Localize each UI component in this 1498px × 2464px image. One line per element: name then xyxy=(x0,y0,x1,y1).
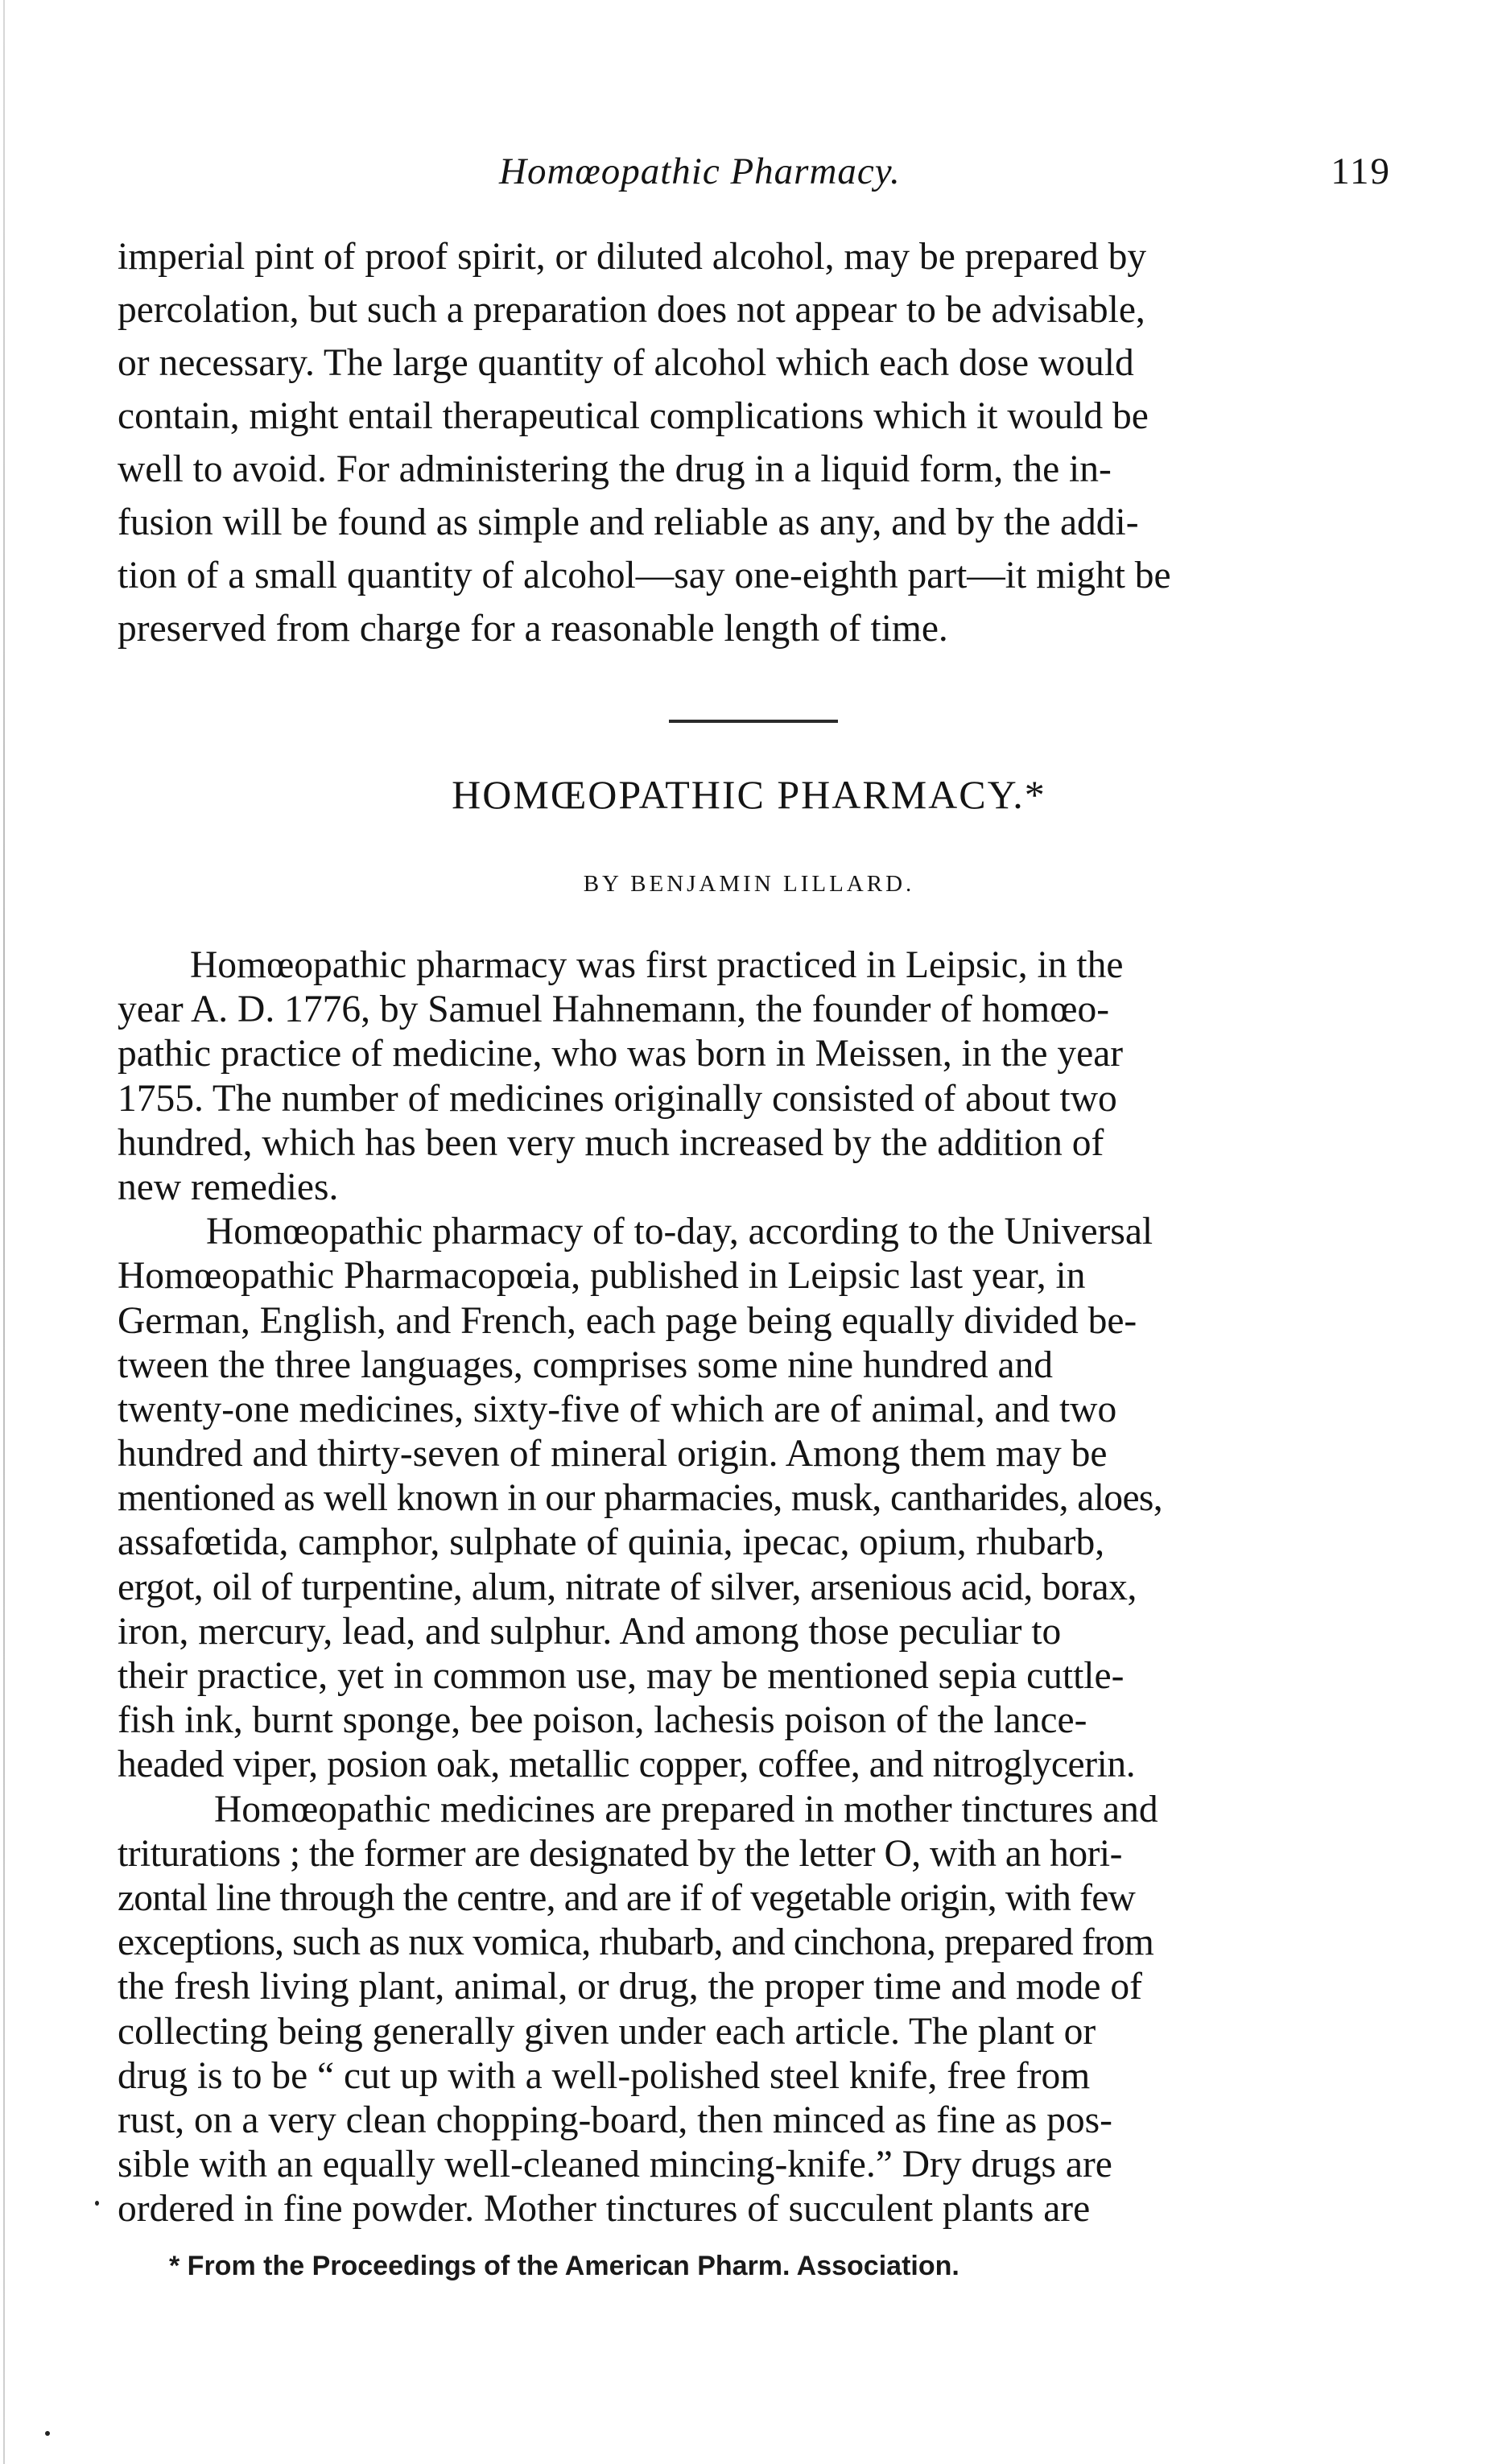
text-line: Homœopathic Pharmacopœia, published in Leipsic last year, in xyxy=(118,1255,1086,1298)
top-paragraph xyxy=(118,230,1405,655)
page-number: 119 xyxy=(1331,151,1391,192)
text-line: new remedies. xyxy=(118,1166,339,1208)
text-line: zontal line through the centre, and are if of vegetable origin, with few xyxy=(118,1876,1135,1919)
text-line: drug is to be “ cut up with a well-polished steel knife, free from xyxy=(118,2054,1091,2097)
text-line: hundred and thirty-seven of mineral origin. Among them may be xyxy=(118,1433,1108,1476)
text-line: contain, might entail therapeutical complications which it would be xyxy=(118,395,1149,437)
paragraph-first-line: Homœopathic pharmacy of to-day, according to the Universal xyxy=(206,1211,1153,1253)
text-line: rust, on a very clean chopping-board, then minced as fine as pos- xyxy=(118,2099,1112,2141)
text-line: exceptions, such as nux vomica, rhubarb, and cinchona, prepared from xyxy=(118,1921,1154,1964)
text-line: sible with an equally well-cleaned mincing-knife.” Dry drugs are xyxy=(118,2144,1112,2186)
text-line: hundred, which has been very much increased by the addition of xyxy=(118,1121,1104,1164)
text-line: percolation, but such a preparation does not appear to be advisable, xyxy=(118,289,1145,331)
text-line: ordered in fine powder. Mother tinctures of succulent plants are xyxy=(118,2188,1091,2231)
article-body xyxy=(118,943,1405,2231)
text-line: mentioned as well known in our pharmacies, musk, cantharides, aloes, xyxy=(118,1477,1163,1520)
text-line: ergot, oil of turpentine, alum, nitrate of silver, arsenious acid, borax, xyxy=(118,1566,1137,1608)
text-line: tion of a small quantity of alcohol—say one-eighth part—it might be xyxy=(118,555,1171,596)
text-line: pathic practice of medicine, who was born in Meissen, in the year xyxy=(118,1033,1124,1075)
text-line: 1755. The number of medicines originally consisted of about two xyxy=(118,1077,1117,1120)
text-line: year A. D. 1776, by Samuel Hahnemann, the founder of homœo- xyxy=(118,988,1110,1031)
text-line: or necessary. The large quantity of alcohol which each dose would xyxy=(118,342,1134,384)
text-line: triturations ; the former are designated by the letter O, with an hori- xyxy=(118,1832,1122,1875)
text-line: tween the three languages, comprises some nine hundred and xyxy=(118,1343,1054,1386)
text-line: assafœtida, camphor, sulphate of quinia, ipecac, opium, rhubarb, xyxy=(118,1521,1105,1564)
text-line: German, English, and French, each page being equally divided be- xyxy=(118,1299,1137,1342)
text-line: fusion will be found as simple and reliable as any, and by the addi- xyxy=(118,501,1139,543)
footnote: * From the Proceedings of the American Pharm. Association. xyxy=(169,2251,959,2281)
text-line: collecting being generally given under each article. The plant or xyxy=(118,2010,1096,2053)
text-line: their practice, yet in common use, may be mentioned sepia cuttle- xyxy=(118,1655,1125,1697)
running-title: Homœopathic Pharmacy. xyxy=(499,151,901,192)
text-line: twenty-one medicines, sixty-five of which are of animal, and two xyxy=(118,1388,1117,1430)
article-byline: BY BENJAMIN LILLARD. xyxy=(583,871,915,897)
text-line: headed viper, posion oak, metallic copper, coffee, and nitroglycerin. xyxy=(118,1744,1136,1786)
print-speck xyxy=(95,2201,99,2206)
print-speck xyxy=(45,2431,50,2436)
text-line: well to avoid. For administering the drug in a liquid form, the in- xyxy=(118,448,1112,490)
paragraph-first-line: Homœopathic pharmacy was first practiced in Leipsic, in the xyxy=(190,944,1124,986)
text-line: the fresh living plant, animal, or drug, the proper time and mode of xyxy=(118,1966,1142,2008)
paragraph-first-line: Homœopathic medicines are prepared in mother tinctures and xyxy=(214,1788,1158,1830)
text-line: imperial pint of proof spirit, or diluted alcohol, may be prepared by xyxy=(118,236,1147,278)
running-head xyxy=(113,150,1401,206)
text-line: fish ink, burnt sponge, bee poison, lachesis poison of the lance- xyxy=(118,1699,1087,1742)
text-line: preserved from charge for a reasonable length of time. xyxy=(118,608,948,650)
section-divider-rule xyxy=(669,720,838,723)
article-title: HOMŒOPATHIC PHARMACY.* xyxy=(452,772,1046,817)
page-edge-shadow xyxy=(3,0,5,2464)
text-line: iron, mercury, lead, and sulphur. And among those peculiar to xyxy=(118,1610,1062,1653)
